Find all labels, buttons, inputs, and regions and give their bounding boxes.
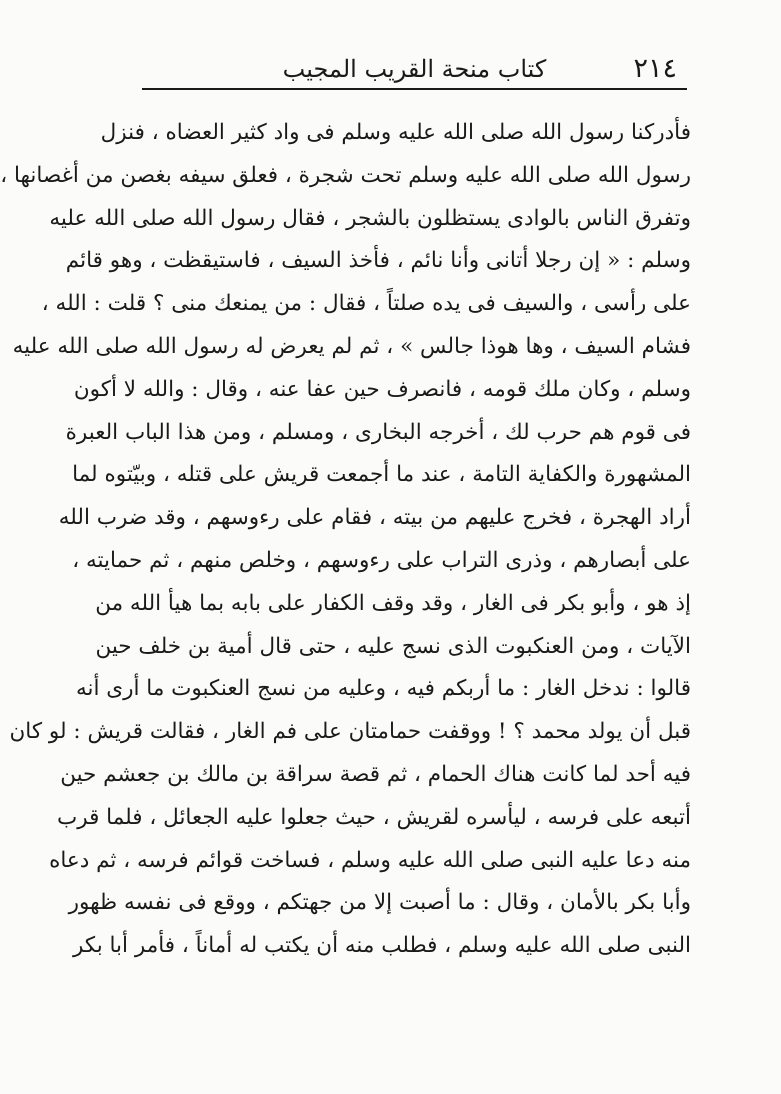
text-line: رسول الله صلى الله عليه وسلم تحت شجرة ، فعلق سيفه بغصن من أغصانها ، xyxy=(0,162,691,188)
text-line: قبل أن يولد محمد ؟ ! ووقفت حمامتان على فم الغار ، فقالت قريش : لو كان xyxy=(9,719,691,745)
text-line: وسلم : « إن رجلا أتانى وأنا نائم ، فأخذ السيف ، فاستيقظت ، وهو قائم xyxy=(65,248,691,274)
body-text xyxy=(0,112,691,968)
text-line: أتبعه على فرسه ، ليأسره لقريش ، حيث جعلوا عليه الجعائل ، فلما قرب xyxy=(56,804,691,830)
text-line: وأبا بكر بالأمان ، وقال : ما أصبت إلا من جهتكم ، ووقع فى نفسه ظهور xyxy=(68,890,691,916)
text-line: منه دعا عليه النبى صلى الله عليه وسلم ، فساخت قوائم فرسه ، ثم دعاه xyxy=(49,847,691,873)
text-line: فشام السيف ، وها هوذا جالس » ، ثم لم يعرض له رسول الله صلى الله عليه xyxy=(12,333,691,359)
page-number: ٢١٤ xyxy=(633,53,677,84)
page-header xyxy=(142,44,687,90)
text-line: وسلم ، وكان ملك قومه ، فانصرف حين عفا عنه ، وقال : والله لا أكون xyxy=(73,376,691,402)
text-line: على أبصارهم ، وذرى التراب على رءوسهم ، وخلص منهم ، ثم حمايته ، xyxy=(72,547,691,573)
text-line: أراد الهجرة ، فخرج عليهم من بيته ، فقام على رءوسهم ، وقد ضرب الله xyxy=(58,505,691,531)
text-line: على رأسى ، والسيف فى يده صلتاً ، فقال : من يمنعك منى ؟ قلت : الله ، xyxy=(41,291,691,317)
text-line: المشهورة والكفاية التامة ، عند ما أجمعت قريش على قتله ، وبيّتوه لما xyxy=(72,462,691,488)
text-line: فأدركنا رسول الله صلى الله عليه وسلم فى واد كثير العضاه ، فنزل xyxy=(100,120,691,145)
text-line: إذ هو ، وأبو بكر فى الغار ، وقد وقف الكفار على بابه بما هيأ الله من xyxy=(95,590,691,616)
text-line: وتفرق الناس بالوادى يستظلون بالشجر ، فقال رسول الله صلى الله عليه xyxy=(49,205,691,231)
text-line: فيه أحد لما كانت هناك الحمام ، ثم قصة سراقة بن مالك بن جعشم حين xyxy=(60,761,691,787)
text-line: النبى صلى الله عليه وسلم ، فطلب منه أن يكتب له أماناً ، فأمر أبا بكر xyxy=(72,933,691,959)
text-line: قالوا : ندخل الغار : ما أربكم فيه ، وعليه من نسج العنكبوت ما أرى أنه xyxy=(75,676,691,702)
text-line: فى قوم هم حرب لك ، أخرجه البخارى ، ومسلم ، ومن هذا الباب العبرة xyxy=(65,419,691,445)
text-line: الآيات ، ومن العنكبوت الذى نسج عليه ، حتى قال أمية بن خلف حين xyxy=(95,633,691,659)
running-title: كتاب منحة القريب المجيب xyxy=(282,55,547,83)
